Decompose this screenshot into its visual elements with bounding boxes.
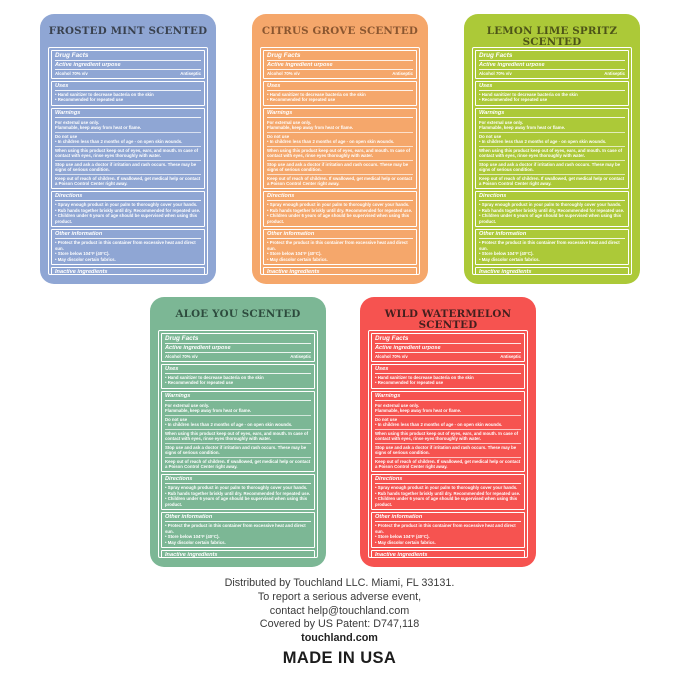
directions-item: • Spray enough product in your palm to thoroughly cover your hands.	[375, 485, 518, 491]
warning-line: Flammable, keep away from heat or flame.	[267, 125, 354, 131]
active-ingredient-row	[267, 71, 413, 76]
warning-line: When using this product keep out of eyes, ears, and mouth. In case of contact with eyes, rinse eyes thoroughly with water.	[375, 430, 519, 442]
warning-line: Do not use	[479, 133, 502, 139]
drug-facts-header-section	[161, 333, 315, 362]
drug-facts-panel	[260, 47, 420, 275]
inactive-ingredients-section	[371, 550, 525, 558]
drug-facts-panel	[48, 47, 208, 275]
warning-line: Keep out of reach of children. If swallowed, get medical help or contact a Poison Control Center right away.	[55, 175, 201, 186]
drug-facts-header-section	[371, 333, 525, 362]
made-in-usa-label: MADE IN USA	[282, 648, 397, 667]
warning-line: Stop use and ask a doctor if irritation and rash occurs. These may be signs of serious condition.	[375, 444, 517, 456]
uses-heading: Uses	[165, 366, 311, 374]
other-information-item: • May discolor certain fabrics.	[165, 539, 226, 545]
warning-line: • In children less than 2 months of age - on open skin wounds.	[479, 139, 607, 145]
directions-item: • Rub hands together briskly until dry. Recommended for repeated use.	[479, 207, 625, 213]
warning-block	[479, 161, 625, 175]
uses-section	[263, 81, 417, 106]
active-ingredient-purpose: Antiseptic	[604, 71, 625, 76]
active-ingredient-purpose: Antiseptic	[500, 354, 521, 359]
warning-block	[375, 458, 521, 470]
uses-heading: Uses	[55, 83, 201, 91]
scent-title: FROSTED MINT SCENTED	[48, 25, 208, 37]
directions-section	[161, 474, 315, 510]
warnings-section	[51, 108, 205, 190]
active-ingredient-row	[165, 354, 311, 359]
warning-block	[375, 416, 521, 430]
warning-line: • In children less than 2 months of age - on open skin wounds.	[267, 139, 395, 145]
warning-block	[165, 416, 311, 430]
warning-line: When using this product keep out of eyes, ears, and mouth. In case of contact with eyes, rinse eyes thoroughly with water.	[165, 430, 309, 442]
scent-label-card	[464, 14, 640, 284]
directions-heading: Directions	[55, 193, 201, 201]
uses-item: • Hand sanitizer to decrease bacteria on the skin	[165, 375, 264, 380]
warning-block	[267, 161, 413, 175]
active-ingredient-row	[479, 71, 625, 76]
warning-block	[165, 444, 311, 458]
warning-line: Keep out of reach of children. If swallowed, get medical help or contact a Poison Control Center right away.	[375, 458, 521, 469]
directions-item: • Children under 6 years of age should be supervised when using this product.	[55, 213, 198, 224]
directions-item: • Children under 6 years of age should be supervised when using this product.	[375, 496, 518, 507]
drug-facts-title: Drug Facts	[479, 52, 625, 61]
warnings-section	[475, 108, 629, 190]
inactive-ingredients-heading: Inactive ingredients	[165, 552, 311, 558]
warning-line: Do not use	[55, 133, 78, 139]
warnings-heading: Warnings	[267, 110, 413, 118]
drug-facts-header-section	[51, 50, 205, 79]
active-ingredient-name: Alcohol 70% v/v	[55, 71, 88, 76]
warning-line: Stop use and ask a doctor if irritation and rash occurs. These may be signs of serious condition.	[165, 444, 307, 456]
directions-item: • Spray enough product in your palm to thoroughly cover your hands.	[479, 202, 622, 208]
directions-section	[475, 191, 629, 227]
warning-line: Stop use and ask a doctor if irritation and rash occurs. These may be signs of serious condition.	[479, 161, 621, 173]
inactive-ingredients-section	[263, 267, 417, 275]
uses-item: • Recommended for repeated use	[375, 380, 444, 386]
scent-title: LEMON LIME SPRITZ SCENTED	[486, 25, 618, 49]
active-ingredient-purpose: Antiseptic	[290, 354, 311, 359]
active-ingredient-name: Alcohol 70% v/v	[165, 354, 198, 359]
warning-block	[267, 119, 413, 133]
active-ingredient-heading: Active ingredient urpose	[479, 62, 625, 70]
warning-line: Stop use and ask a doctor if irritation and rash occurs. These may be signs of serious condition.	[55, 161, 197, 173]
uses-heading: Uses	[375, 366, 521, 374]
warning-block	[55, 119, 201, 133]
warnings-heading: Warnings	[479, 110, 625, 118]
directions-item: • Spray enough product in your palm to thoroughly cover your hands.	[267, 202, 410, 208]
warning-block	[267, 147, 413, 161]
warnings-heading: Warnings	[165, 393, 311, 401]
other-information-item: • Protect the product in this container from excessive heat and direct sun.	[479, 240, 620, 251]
scent-title: WILD WATERMELON SCENTED	[384, 308, 512, 332]
warning-block	[165, 402, 311, 416]
warning-line: Flammable, keep away from heat or flame.	[55, 125, 142, 131]
directions-heading: Directions	[165, 476, 311, 484]
warning-line: Do not use	[375, 416, 398, 422]
other-information-item: • Protect the product in this container from excessive heat and direct sun.	[165, 523, 306, 534]
directions-item: • Children under 6 years of age should be supervised when using this product.	[479, 213, 622, 224]
uses-item: • Recommended for repeated use	[479, 97, 548, 103]
uses-item: • Hand sanitizer to decrease bacteria on the skin	[375, 375, 474, 380]
directions-section	[263, 191, 417, 227]
warning-block	[267, 175, 413, 187]
uses-item: • Hand sanitizer to decrease bacteria on the skin	[479, 92, 578, 97]
drug-facts-title: Drug Facts	[55, 52, 201, 61]
warning-line: Do not use	[165, 416, 188, 422]
other-information-item: • May discolor certain fabrics.	[267, 256, 328, 262]
inactive-ingredients-section	[51, 267, 205, 275]
warning-block	[267, 133, 413, 147]
patent-line: Covered by US Patent: D747,118	[259, 618, 420, 631]
distributor-line: Distributed by Touchland LLC. Miami, FL 33131.	[224, 577, 455, 589]
other-information-item: • May discolor certain fabrics.	[55, 256, 116, 262]
uses-item: • Recommended for repeated use	[267, 97, 336, 103]
uses-heading: Uses	[479, 83, 625, 91]
other-information-section	[263, 229, 417, 265]
inactive-ingredients-heading: Inactive ingredients	[267, 269, 413, 275]
directions-heading: Directions	[267, 193, 413, 201]
inactive-ingredients-heading: Inactive ingredients	[375, 552, 521, 558]
drug-facts-panel	[368, 330, 528, 558]
adverse-event-line: To report a serious adverse event,	[257, 590, 422, 603]
warning-block	[479, 133, 625, 147]
uses-item: • Hand sanitizer to decrease bacteria on the skin	[267, 92, 366, 97]
directions-item: • Spray enough product in your palm to thoroughly cover your hands.	[165, 485, 308, 491]
warning-block	[55, 133, 201, 147]
directions-item: • Rub hands together briskly until dry. Recommended for repeated use.	[375, 490, 521, 496]
scent-label-card	[360, 297, 536, 567]
contact-email-line: contact help@touchland.com	[269, 604, 410, 617]
active-ingredient-name: Alcohol 70% v/v	[375, 354, 408, 359]
drug-facts-title: Drug Facts	[375, 335, 521, 344]
uses-heading: Uses	[267, 83, 413, 91]
scent-title: ALOE YOU SCENTED	[175, 308, 301, 320]
warning-block	[479, 147, 625, 161]
other-information-item: • Store below 104°F (40°C).	[375, 534, 430, 540]
active-ingredient-name: Alcohol 70% v/v	[267, 71, 300, 76]
active-ingredient-purpose: Antiseptic	[392, 71, 413, 76]
other-information-item: • May discolor certain fabrics.	[479, 256, 540, 262]
other-information-item: • Protect the product in this container from excessive heat and direct sun.	[267, 240, 408, 251]
warnings-section	[161, 391, 315, 473]
inactive-ingredients-heading: Inactive ingredients	[479, 269, 625, 275]
warning-block	[375, 444, 521, 458]
warning-line: For external use only.	[375, 402, 420, 408]
uses-section	[371, 364, 525, 389]
other-information-item: • Store below 104°F (40°C).	[479, 251, 534, 257]
inactive-ingredients-section	[161, 550, 315, 558]
warning-line: For external use only.	[267, 119, 312, 125]
other-information-section	[161, 512, 315, 548]
active-ingredient-row	[55, 71, 201, 76]
directions-item: • Rub hands together briskly until dry. Recommended for repeated use.	[165, 490, 311, 496]
warning-line: • In children less than 2 months of age - on open skin wounds.	[375, 422, 503, 428]
drug-facts-panel	[158, 330, 318, 558]
warning-line: Stop use and ask a doctor if irritation and rash occurs. These may be signs of serious condition.	[267, 161, 409, 173]
warning-line: Flammable, keep away from heat or flame.	[375, 408, 462, 414]
uses-item: • Recommended for repeated use	[165, 380, 234, 386]
other-information-item: • Protect the product in this container from excessive heat and direct sun.	[375, 523, 516, 534]
other-information-heading: Other information	[479, 231, 625, 239]
drug-facts-panel	[472, 47, 632, 275]
warning-line: Flammable, keep away from heat or flame.	[165, 408, 252, 414]
active-ingredient-heading: Active ingredient urpose	[375, 345, 521, 353]
warning-block	[165, 430, 311, 444]
warning-line: For external use only.	[479, 119, 524, 125]
uses-section	[475, 81, 629, 106]
scent-title: CITRUS GROVE SCENTED	[261, 25, 419, 37]
active-ingredient-purpose: Antiseptic	[180, 71, 201, 76]
directions-item: • Children under 6 years of age should be supervised when using this product.	[165, 496, 308, 507]
website-url: touchland.com	[301, 632, 378, 645]
drug-facts-title: Drug Facts	[267, 52, 413, 61]
warning-block	[165, 458, 311, 470]
uses-item: • Hand sanitizer to decrease bacteria on the skin	[55, 92, 154, 97]
directions-heading: Directions	[375, 476, 521, 484]
other-information-section	[371, 512, 525, 548]
uses-item: • Recommended for repeated use	[55, 97, 124, 103]
drug-facts-title: Drug Facts	[165, 335, 311, 344]
other-information-item: • Store below 104°F (40°C).	[165, 534, 220, 540]
active-ingredient-name: Alcohol 70% v/v	[479, 71, 512, 76]
warning-block	[55, 147, 201, 161]
warning-block	[55, 175, 201, 187]
warning-block	[479, 119, 625, 133]
warning-block	[375, 402, 521, 416]
warnings-section	[371, 391, 525, 473]
warning-line: Keep out of reach of children. If swallowed, get medical help or contact a Poison Control Center right away.	[165, 458, 311, 469]
inactive-ingredients-heading: Inactive ingredients	[55, 269, 201, 275]
warning-line: For external use only.	[55, 119, 100, 125]
directions-section	[51, 191, 205, 227]
other-information-heading: Other information	[165, 514, 311, 522]
other-information-section	[51, 229, 205, 265]
warning-block	[55, 161, 201, 175]
inactive-ingredients-section	[475, 267, 629, 275]
directions-item: • Children under 6 years of age should be supervised when using this product.	[267, 213, 410, 224]
scent-label-card	[150, 297, 326, 567]
warning-line: • In children less than 2 months of age - on open skin wounds.	[165, 422, 293, 428]
warning-line: For external use only.	[165, 402, 210, 408]
drug-facts-header-section	[263, 50, 417, 79]
warning-line: When using this product keep out of eyes, ears, and mouth. In case of contact with eyes, rinse eyes thoroughly with water.	[267, 147, 411, 159]
active-ingredient-heading: Active ingredient urpose	[165, 345, 311, 353]
warning-line: When using this product keep out of eyes, ears, and mouth. In case of contact with eyes, rinse eyes thoroughly with water.	[55, 147, 199, 159]
warning-block	[375, 430, 521, 444]
directions-item: • Spray enough product in your palm to thoroughly cover your hands.	[55, 202, 198, 208]
warnings-heading: Warnings	[375, 393, 521, 401]
scent-label-card	[252, 14, 428, 284]
warning-line: • In children less than 2 months of age - on open skin wounds.	[55, 139, 183, 145]
warning-line: Keep out of reach of children. If swallowed, get medical help or contact a Poison Control Center right away.	[479, 175, 625, 186]
other-information-item: • May discolor certain fabrics.	[375, 539, 436, 545]
other-information-item: • Protect the product in this container from excessive heat and direct sun.	[55, 240, 196, 251]
scent-label-card	[40, 14, 216, 284]
other-information-item: • Store below 104°F (40°C).	[55, 251, 110, 257]
warning-line: Keep out of reach of children. If swallowed, get medical help or contact a Poison Control Center right away.	[267, 175, 413, 186]
uses-section	[51, 81, 205, 106]
warning-line: Flammable, keep away from heat or flame.	[479, 125, 566, 131]
warning-line: Do not use	[267, 133, 290, 139]
other-information-section	[475, 229, 629, 265]
footer-text-block	[0, 577, 679, 666]
directions-item: • Rub hands together briskly until dry. Recommended for repeated use.	[55, 207, 201, 213]
other-information-heading: Other information	[55, 231, 201, 239]
warnings-section	[263, 108, 417, 190]
active-ingredient-heading: Active ingredient urpose	[267, 62, 413, 70]
other-information-item: • Store below 104°F (40°C).	[267, 251, 322, 257]
warnings-heading: Warnings	[55, 110, 201, 118]
directions-item: • Rub hands together briskly until dry. Recommended for repeated use.	[267, 207, 413, 213]
warning-block	[479, 175, 625, 187]
drug-facts-header-section	[475, 50, 629, 79]
other-information-heading: Other information	[267, 231, 413, 239]
active-ingredient-row	[375, 354, 521, 359]
directions-section	[371, 474, 525, 510]
other-information-heading: Other information	[375, 514, 521, 522]
directions-heading: Directions	[479, 193, 625, 201]
active-ingredient-heading: Active ingredient urpose	[55, 62, 201, 70]
uses-section	[161, 364, 315, 389]
warning-line: When using this product keep out of eyes, ears, and mouth. In case of contact with eyes, rinse eyes thoroughly with water.	[479, 147, 623, 159]
